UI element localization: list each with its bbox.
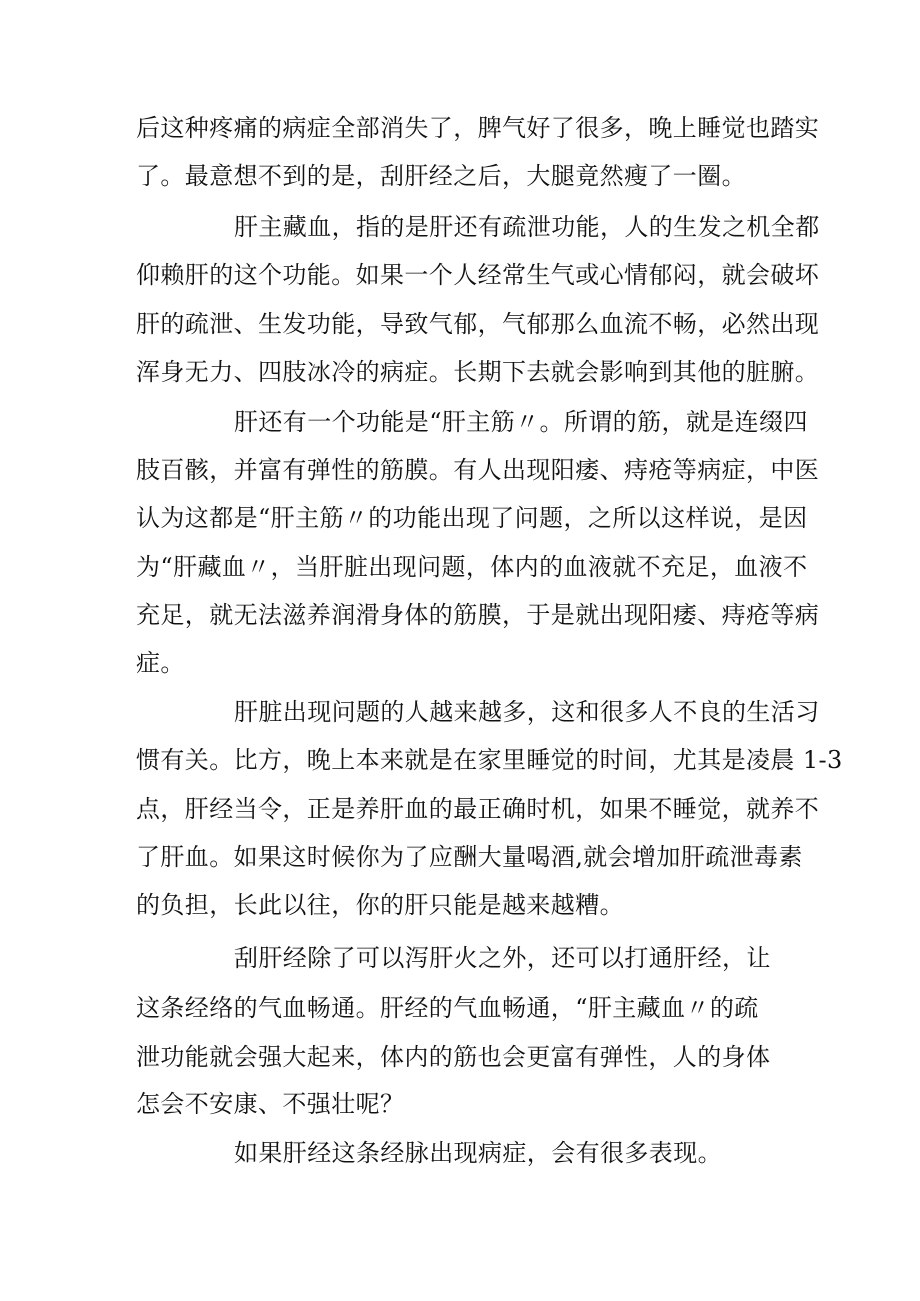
text-line: 了。最意想不到的是，刮肝经之后，大腿竟然瘦了一圈。 <box>136 162 746 190</box>
text-line: 肝的疏泄、生发功能，导致气郁，气郁那么血流不畅，必然出现 <box>136 310 820 338</box>
text-line: 仰赖肝的这个功能。如果一个人经常生气或心情郁闷，就会破坏 <box>136 261 820 289</box>
text-line: 怎会不安康、不强壮呢？ <box>136 1090 405 1118</box>
text-line: 症。 <box>136 649 185 677</box>
text-line: 惯有关。比方，晚上本来就是在家里睡觉的时间，尤其是凌晨 1-3 <box>136 746 843 774</box>
text-line: 如果肝经这条经脉出现病症，会有很多表现。 <box>234 1139 722 1167</box>
text-line: 了肝血。如果这时候你为了应酬大量喝酒,就会增加肝疏泄毒素 <box>136 843 803 871</box>
text-line: 这条经络的气血畅通。肝经的气血畅通，“肝主藏血〃的疏 <box>136 994 759 1022</box>
text-line: 认为这都是“肝主筋〃的功能出现了问题，之所以这样说，是因 <box>136 504 808 532</box>
text-line: 刮肝经除了可以泻肝火之外，还可以打通肝经，让 <box>234 944 771 972</box>
text-line: 肝脏出现问题的人越来越多，这和很多人不良的生活习 <box>234 698 820 726</box>
text-line: 肝主藏血，指的是肝还有疏泄功能，人的生发之机全都 <box>234 213 820 241</box>
text-line: 肢百骸，并富有弹性的筋膜。有人出现阳痿、痔疮等病症，中医 <box>136 456 820 484</box>
text-line: 充足，就无法滋养润滑身体的筋膜，于是就出现阳痿、痔疮等病 <box>136 601 820 629</box>
text-line: 点，肝经当令，正是养肝血的最正确时机，如果不睡觉，就养不 <box>136 795 820 823</box>
text-line: 的负担，长此以往，你的肝只能是越来越糟。 <box>136 891 624 919</box>
text-line: 浑身无力、四肢冰冷的病症。长期下去就会影响到其他的脏腑。 <box>136 358 820 386</box>
text-line: 为“肝藏血〃，当肝脏出现问题，体内的血液就不充足，血液不 <box>136 553 808 581</box>
text-line: 泄功能就会强大起来，体内的筋也会更富有弹性，人的身体 <box>136 1043 771 1071</box>
text-line: 后这种疼痛的病症全部消失了，脾气好了很多，晚上睡觉也踏实 <box>136 114 820 142</box>
text-line: 肝还有一个功能是“肝主筋〃。所谓的筋，就是连缀四 <box>234 408 808 436</box>
